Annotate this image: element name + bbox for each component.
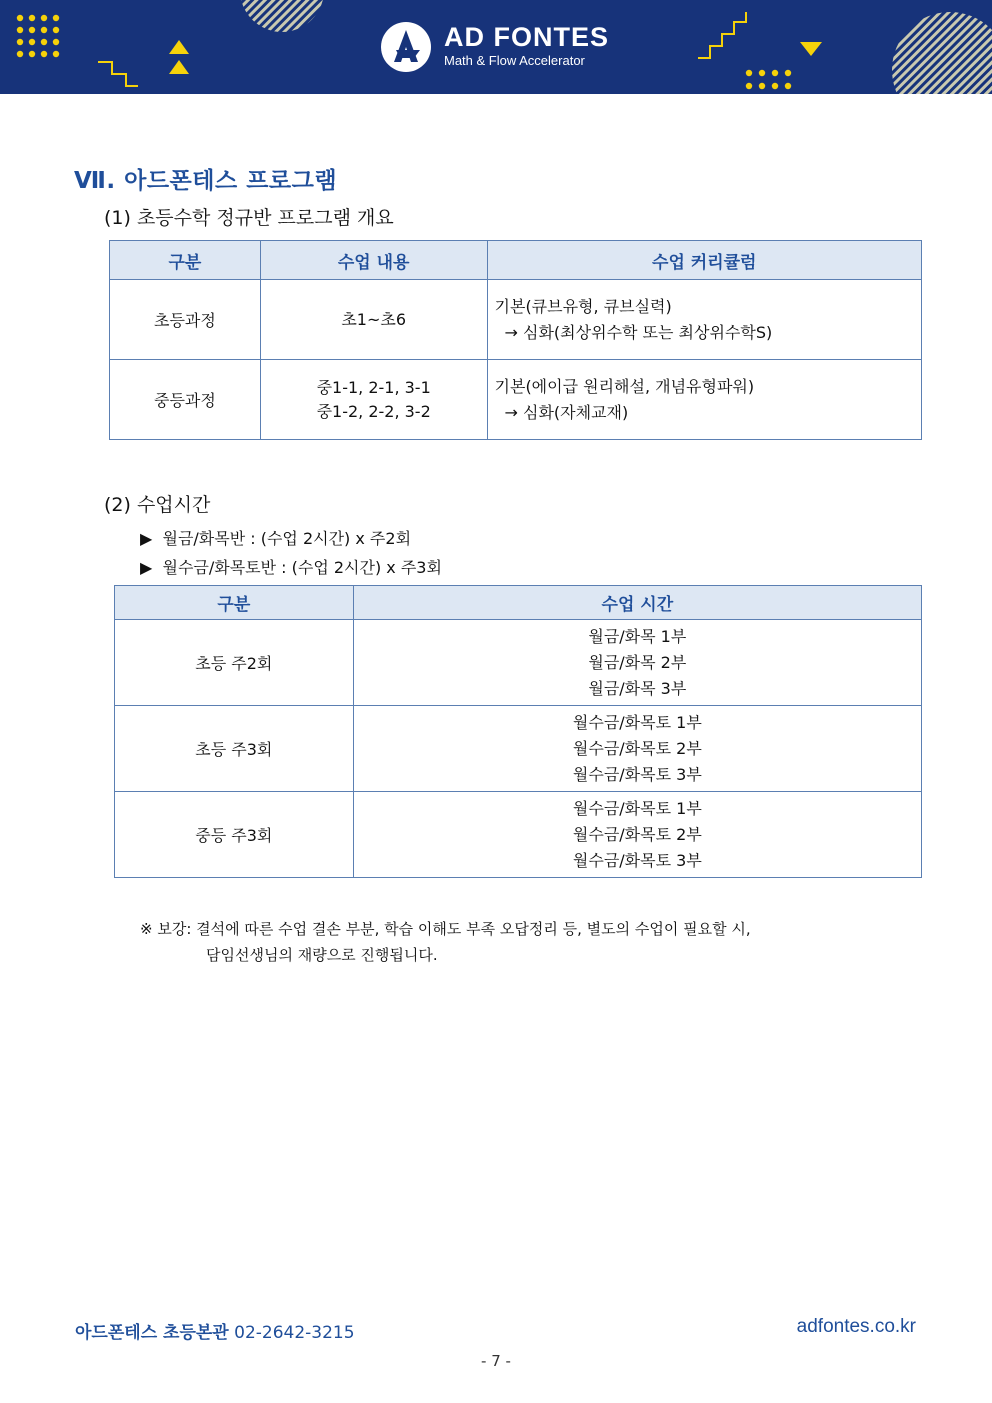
program-overview-table bbox=[109, 240, 922, 440]
bullet-text: 월수금/화목토반 : (수업 2시간) x 주3회 bbox=[162, 558, 442, 577]
row-category: 초등과정 bbox=[110, 280, 261, 360]
note-line-1: ※ 보강: 결석에 따른 수업 결손 부분, 학습 이해도 부족 오답정리 등, 별도의 수업이 필요할 시, bbox=[140, 920, 751, 938]
content-line: 중1-2, 2-2, 3-2 bbox=[316, 401, 431, 421]
header-content: 수업 내용 bbox=[260, 241, 487, 280]
header-curriculum: 수업 커리큘럼 bbox=[487, 241, 921, 280]
time-slot: 월수금/화목토 2부 bbox=[572, 824, 702, 844]
footer-phone: 02-2642-3215 bbox=[234, 1323, 355, 1343]
footer-website[interactable]: adfontes.co.kr bbox=[796, 1316, 916, 1337]
curriculum-basic: 기본(에이급 원리해설, 개념유형파워) bbox=[494, 376, 755, 396]
part1-title: (1) 초등수학 정규반 프로그램 개요 bbox=[104, 207, 394, 229]
dot-grid-left bbox=[17, 15, 59, 57]
time-slot: 월수금/화목토 3부 bbox=[572, 850, 702, 870]
row-category: 초등 주2회 bbox=[115, 620, 354, 706]
footer-branch-info bbox=[75, 1318, 355, 1343]
row-times bbox=[353, 620, 921, 706]
time-slot: 월금/화목 1부 bbox=[588, 626, 687, 646]
makeup-class-note bbox=[140, 916, 751, 968]
schedule-bullet: ▶ 월수금/화목토반 : (수업 2시간) x 주3회 bbox=[140, 558, 442, 577]
class-time-table bbox=[114, 585, 922, 878]
time-slot: 월수금/화목토 3부 bbox=[572, 764, 702, 784]
table-header-row bbox=[115, 586, 922, 620]
header-time: 수업 시간 bbox=[353, 586, 921, 620]
table-row bbox=[115, 620, 922, 706]
curriculum-advanced: → 심화(최상위수학 또는 최상위수학S) bbox=[504, 322, 773, 342]
table-row bbox=[110, 360, 922, 440]
time-slot: 월금/화목 2부 bbox=[588, 652, 687, 672]
row-category: 중등 주3회 bbox=[115, 792, 354, 878]
time-slot: 월수금/화목토 1부 bbox=[572, 712, 702, 732]
row-content bbox=[260, 360, 487, 440]
dot-grid-right bbox=[746, 70, 791, 89]
row-curriculum bbox=[487, 360, 921, 440]
row-times bbox=[353, 792, 921, 878]
header-banner bbox=[0, 0, 992, 94]
curriculum-advanced: → 심화(자체교재) bbox=[504, 402, 629, 422]
row-curriculum bbox=[487, 280, 921, 360]
brand-tagline: Math & Flow Accelerator bbox=[444, 53, 585, 68]
note-line-2: 담임선생님의 재량으로 진행됩니다. bbox=[206, 946, 438, 964]
bullet-text: 월금/화목반 : (수업 2시간) x 주2회 bbox=[162, 529, 412, 548]
time-slot: 월금/화목 3부 bbox=[588, 678, 687, 698]
part2-title: (2) 수업시간 bbox=[104, 494, 211, 516]
content-line: 중1-1, 2-1, 3-1 bbox=[316, 377, 431, 397]
header-category: 구분 bbox=[110, 241, 261, 280]
table-header-row bbox=[110, 241, 922, 280]
brand-name: AD FONTES bbox=[444, 22, 610, 52]
schedule-bullet: ▶ 월금/화목반 : (수업 2시간) x 주2회 bbox=[140, 529, 412, 548]
row-category: 중등과정 bbox=[110, 360, 261, 440]
section-title: Ⅶ. 아드폰테스 프로그램 bbox=[74, 168, 338, 194]
time-slot: 월수금/화목토 1부 bbox=[572, 798, 702, 818]
table-row bbox=[115, 706, 922, 792]
header-category: 구분 bbox=[115, 586, 354, 620]
page-number: - 7 - bbox=[481, 1352, 511, 1370]
content-line: 초1~초6 bbox=[341, 309, 407, 329]
table-row bbox=[110, 280, 922, 360]
footer-branch: 아드폰테스 초등본관 bbox=[75, 1323, 229, 1343]
curriculum-basic: 기본(큐브유형, 큐브실력) bbox=[494, 296, 672, 316]
time-slot: 월수금/화목토 2부 bbox=[572, 738, 702, 758]
row-times bbox=[353, 706, 921, 792]
table-row bbox=[115, 792, 922, 878]
row-category: 초등 주3회 bbox=[115, 706, 354, 792]
row-content bbox=[260, 280, 487, 360]
